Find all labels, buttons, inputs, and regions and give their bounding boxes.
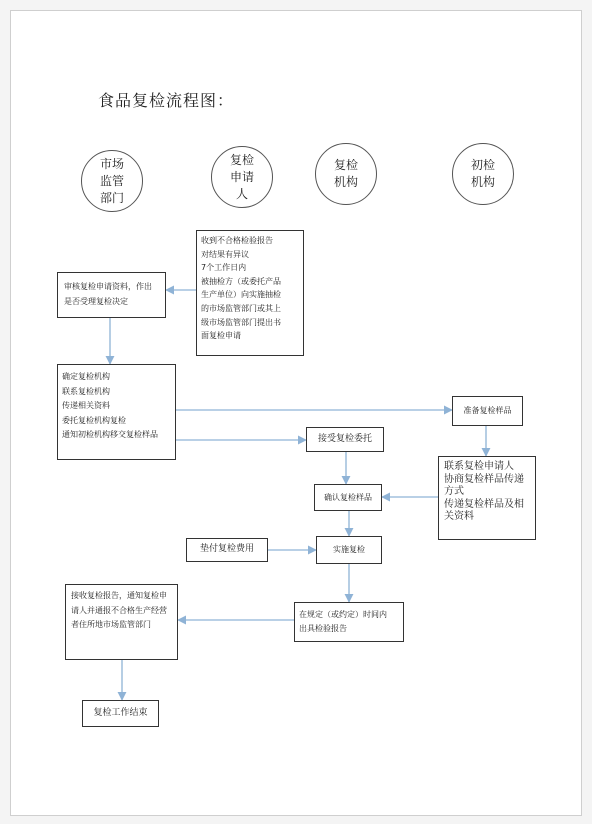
step-issue-report: 在规定（或约定）时间内 出具检验报告 [294, 602, 404, 642]
step-receive-report: 收到不合格检验报告 对结果有异议 7个工作日内 被抽检方（或委托产品 生产单位）向实施抽检 的市场监管部门或其上 级市场监管部门提出书 面复检申请 [196, 230, 304, 356]
step-confirm-sample: 确认复检样品 [314, 484, 382, 511]
lane-label: 初检机构 [470, 158, 495, 189]
step-review-application: 审核复检申请资料，作出是否受理复检决定 [57, 272, 166, 318]
step-receive-recheck-report: 接收复检报告，通知复检申请人并通报不合格生产经营者住所地市场监管部门 [65, 584, 178, 660]
lane-label: 复检申请人 [229, 152, 254, 201]
step-accept-commission: 接受复检委托 [306, 427, 384, 452]
step-end: 复检工作结束 [82, 700, 159, 727]
step-prepay-fee: 垫付复检费用 [186, 538, 268, 562]
lane-label: 复检机构 [333, 158, 358, 189]
step-perform-recheck: 实施复检 [316, 536, 382, 564]
diagram-title: 食品复检流程图： [98, 91, 235, 110]
lane-label: 市场监管部门 [99, 156, 124, 205]
step-contact-applicant: 联系复检申请人 协商复检样品传递 方式 传递复检样品及相 关资料 [438, 456, 536, 540]
step-confirm-org: 确定复检机构 联系复检机构 传递相关资料 委托复检机构复检 通知初检机构移交复检样品 [57, 364, 176, 460]
step-prepare-sample: 准备复检样品 [452, 396, 523, 426]
